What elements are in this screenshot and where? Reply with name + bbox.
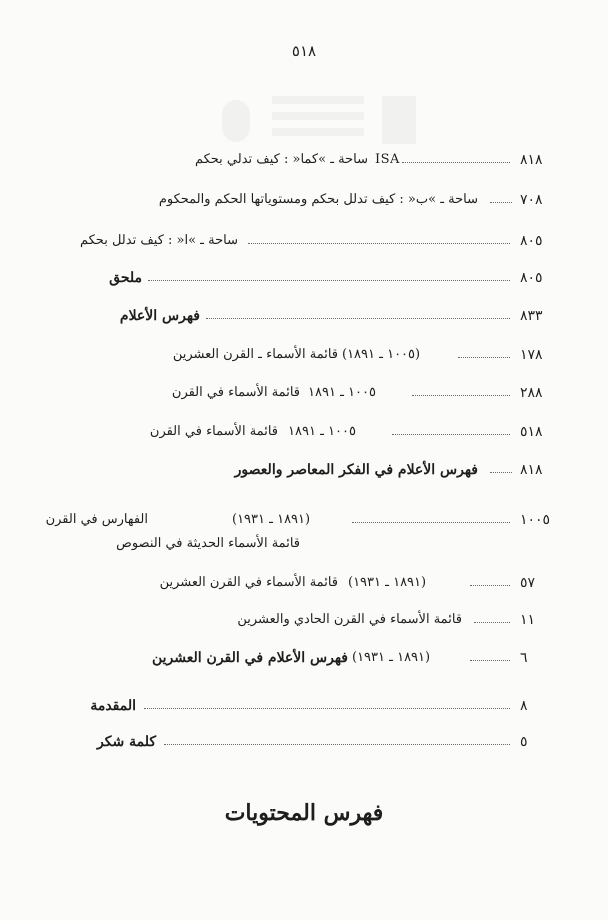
toc-entry-prefix: (١٨٩١ ـ ١٩٣١)	[348, 575, 427, 590]
toc-entry	[80, 732, 540, 754]
toc-entry-text: ساحة ـ »كما« : كيف تدلي بحكم	[194, 152, 368, 167]
toc-entry	[80, 268, 543, 290]
toc-page-ref: ٧٠٨	[520, 192, 543, 208]
toc-dot-leader	[470, 585, 510, 586]
toc-dot-leader	[144, 708, 510, 709]
toc-entry	[80, 648, 540, 670]
toc-dot-leader	[490, 202, 512, 203]
toc-entry-text: قائمة الأسماء في القرن	[171, 385, 300, 400]
toc-page-ref: ٨١٨	[520, 152, 543, 168]
toc-entry-text: فهرس الأعلام في القرن العشرين	[152, 650, 348, 666]
toc-entry	[80, 422, 543, 444]
toc-dot-leader	[148, 280, 510, 281]
toc-page-ref: ٦	[520, 650, 528, 666]
toc-page-ref: ١٧٨	[520, 347, 543, 363]
toc-entry	[80, 150, 543, 172]
toc-entry-text: قائمة الأسماء في القرن العشرين	[159, 575, 338, 590]
toc-entry-text: فهرس الأعلام في الفكر المعاصر والعصور	[234, 462, 478, 478]
toc-dot-leader	[248, 243, 510, 244]
toc-dot-leader	[470, 660, 510, 661]
show-through-watermark	[222, 92, 422, 152]
toc-page-ref: ١١	[520, 612, 536, 628]
toc-dot-leader	[206, 318, 510, 319]
toc-entry-text: الفهارس في القرن	[45, 512, 148, 527]
toc-entry	[80, 383, 543, 405]
toc-entry-text: كلمة شكر	[97, 734, 156, 750]
toc-dot-leader	[402, 162, 510, 163]
toc-page-ref: ١٠٠٥	[520, 512, 551, 528]
toc-page-ref: ٢٨٨	[520, 385, 543, 401]
toc-entry-text-continued: قائمة الأسماء الحديثة في النصوص	[116, 536, 300, 551]
toc-page-ref: ٨١٨	[520, 462, 543, 478]
toc-dot-leader	[392, 434, 510, 435]
toc-entry-prefix: ١٠٠٥ ـ ١٨٩١	[288, 424, 356, 439]
toc-entry-text: قائمة الأسماء في القرن	[149, 424, 278, 439]
section-title: فهرس المحتويات	[224, 800, 384, 826]
toc-dot-leader	[490, 472, 512, 473]
toc-page-ref: ٥	[520, 734, 528, 750]
toc-entry	[80, 573, 540, 595]
toc-entry-text: ملحق	[109, 270, 142, 286]
toc-entry-text: المقدمة	[90, 698, 136, 714]
toc-entry-prefix: ISA	[375, 152, 400, 167]
toc-dot-leader	[458, 357, 510, 358]
toc-entry-text: ساحة ـ »ا« : كيف تدلل بحكم	[79, 233, 238, 248]
toc-page-ref: ٥٧	[520, 575, 536, 591]
toc-entry	[80, 610, 540, 632]
toc-page-ref: ٨٠٥	[520, 233, 543, 249]
toc-entry	[80, 190, 543, 212]
toc-entry	[45, 510, 551, 558]
toc-dot-leader	[352, 522, 510, 523]
toc-entry	[80, 306, 543, 328]
toc-entry-text: فهرس الأعلام	[119, 308, 200, 324]
toc-dot-leader	[412, 395, 510, 396]
toc-dot-leader	[164, 744, 510, 745]
toc-entry	[80, 696, 540, 718]
toc-entry-text: قائمة الأسماء في القرن الحادي والعشرين	[237, 612, 462, 627]
toc-entry-text: قائمة الأسماء ـ القرن العشرين	[172, 347, 338, 362]
page-number: ٥١٨	[291, 42, 317, 60]
toc-entry	[80, 460, 543, 482]
toc-page-ref: ٨٠٥	[520, 270, 543, 286]
toc-entry	[79, 231, 543, 253]
toc-entry-prefix: ١٠٠٥ ـ ١٨٩١	[308, 385, 376, 400]
toc-page-ref: ٥١٨	[520, 424, 543, 440]
toc-page-ref: ٨	[520, 698, 528, 714]
toc-dot-leader	[474, 622, 510, 623]
toc-entry-prefix: (١٨٩١ ـ ١٩٣١)	[352, 650, 431, 665]
toc-page-ref: ٨٣٣	[520, 308, 543, 324]
toc-entry-prefix: (١٠٠٥ ـ ١٨٩١)	[342, 347, 421, 362]
toc-entry-text: ساحة ـ »ب« : كيف تدلل بحكم ومستوياتها الحكم والمحكوم	[158, 192, 478, 207]
toc-entry-prefix: (١٨٩١ ـ ١٩٣١)	[232, 512, 311, 527]
toc-entry	[80, 345, 543, 367]
